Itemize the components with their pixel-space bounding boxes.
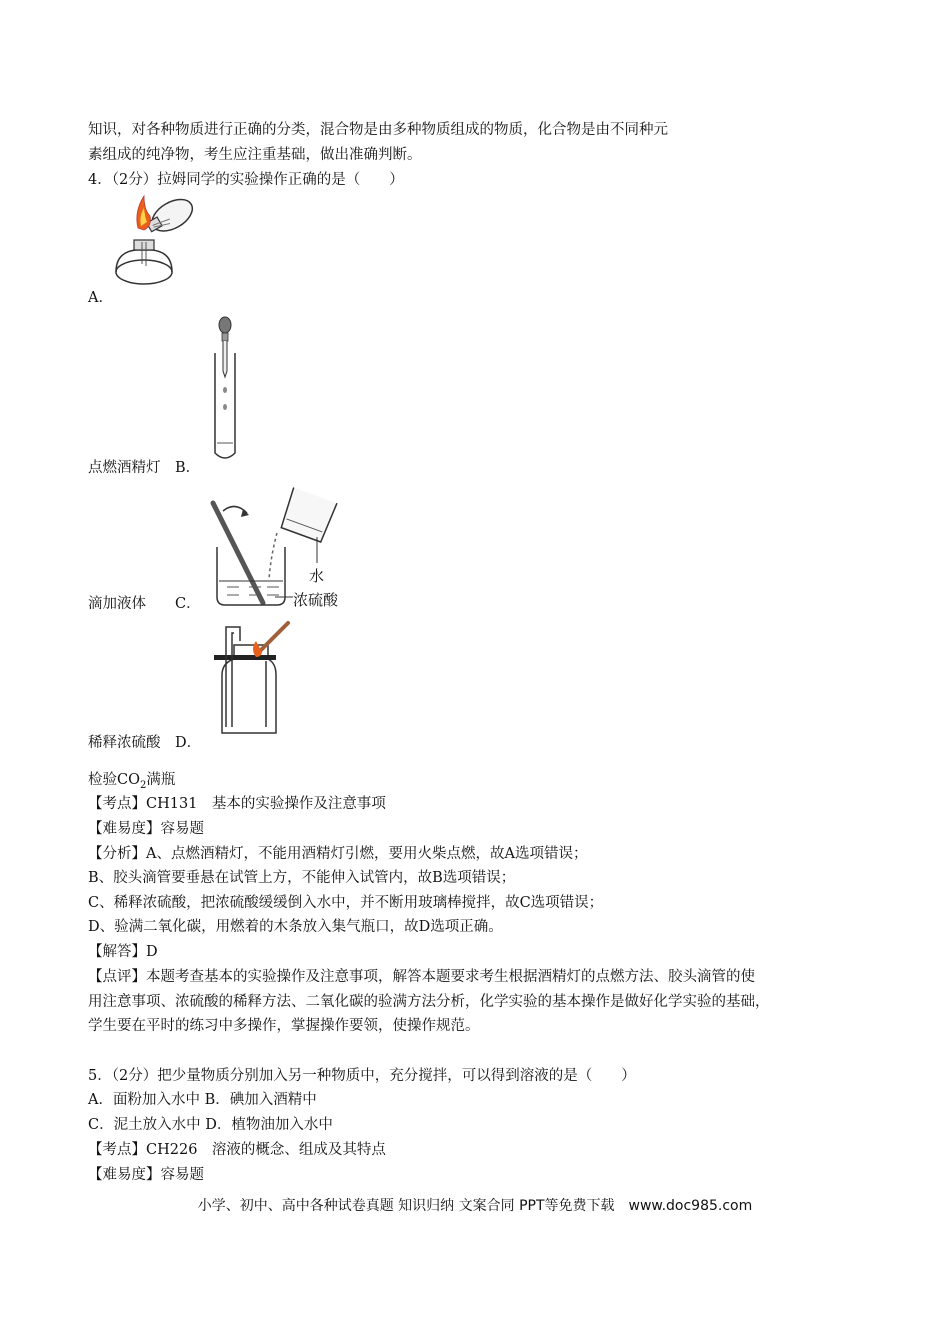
q4-jieda: 【解答】D (88, 944, 158, 960)
q4-option-a: A． (88, 290, 113, 306)
q4-caption-c-d: 稀释浓硫酸 D． (88, 735, 202, 751)
q5-kaodian: 【考点】CH226 溶液的概念、组成及其特点 (88, 1142, 386, 1158)
dropper-figure (208, 315, 242, 465)
q4-kaodian: 【考点】CH131 基本的实验操作及注意事项 (88, 796, 386, 812)
q5-options-ab: A．面粉加入水中 B．碘加入酒精中 (88, 1092, 317, 1108)
q4-analysis-d: D、验满二氧化碳，用燃着的木条放入集气瓶口，故D选项正确。 (88, 919, 503, 935)
gas-bottle-figure (210, 615, 320, 740)
acid-label: 浓硫酸 (293, 591, 339, 609)
q4-analysis-b: B、胶头滴管要垂悬在试管上方，不能伸入试管内，故B选项错误； (88, 870, 516, 886)
q4-dianping-1: 【点评】本题考查基本的实验操作及注意事项，解答本题要求考生根据酒精灯的点燃方法、胶头滴管的使 (88, 969, 755, 985)
q4-caption-b-c: 滴加液体 C． (88, 596, 201, 612)
intro-line-2: 素组成的纯净物，考生应注重基础，做出准确判断。 (88, 147, 422, 163)
page-footer: 小学、初中、高中各种试卷真题 知识归纳 文案合同 PPT等免费下载 www.doc985.com (197, 1198, 753, 1214)
q4-dianping-2: 用注意事项、浓硫酸的稀释方法、二氧化碳的验满方法分析，化学实验的基本操作是做好化学实验的基础， (88, 994, 770, 1010)
water-label: 水 (309, 567, 325, 585)
q5-stem: 5．（2分）把少量物质分别加入另一种物质中，充分搅拌，可以得到溶液的是（ ） (88, 1068, 636, 1084)
q4-dianping-3: 学生要在平时的练习中多操作，掌握操作要领，使操作规范。 (88, 1018, 480, 1034)
dilution-figure (205, 485, 355, 613)
intro-line-1: 知识，对各种物质进行正确的分类，混合物是由多种物质组成的物质，化合物是由不同种元 (88, 122, 668, 138)
q4-caption-d: 检验$CO_2$满瓶 (88, 772, 176, 791)
q4-nandu: 【难易度】容易题 (88, 821, 204, 837)
q4-stem: 4．（2分）拉姆同学的实验操作正确的是（ ） (88, 172, 404, 188)
q4-caption-a-b: 点燃酒精灯 B． (88, 460, 201, 476)
q4-analysis-c: C、稀释浓硫酸，把浓硫酸缓缓倒入水中，并不断用玻璃棒搅拌，故C选项错误； (88, 895, 604, 911)
q5-nandu: 【难易度】容易题 (88, 1167, 204, 1183)
q4-fenxi: 【分析】A、点燃酒精灯，不能用酒精灯引燃，要用火柴点燃，故A选项错误； (88, 846, 588, 862)
q5-options-cd: C．泥土放入水中 D．植物油加入水中 (88, 1117, 333, 1133)
alcohol-lamp-figure (108, 190, 208, 295)
